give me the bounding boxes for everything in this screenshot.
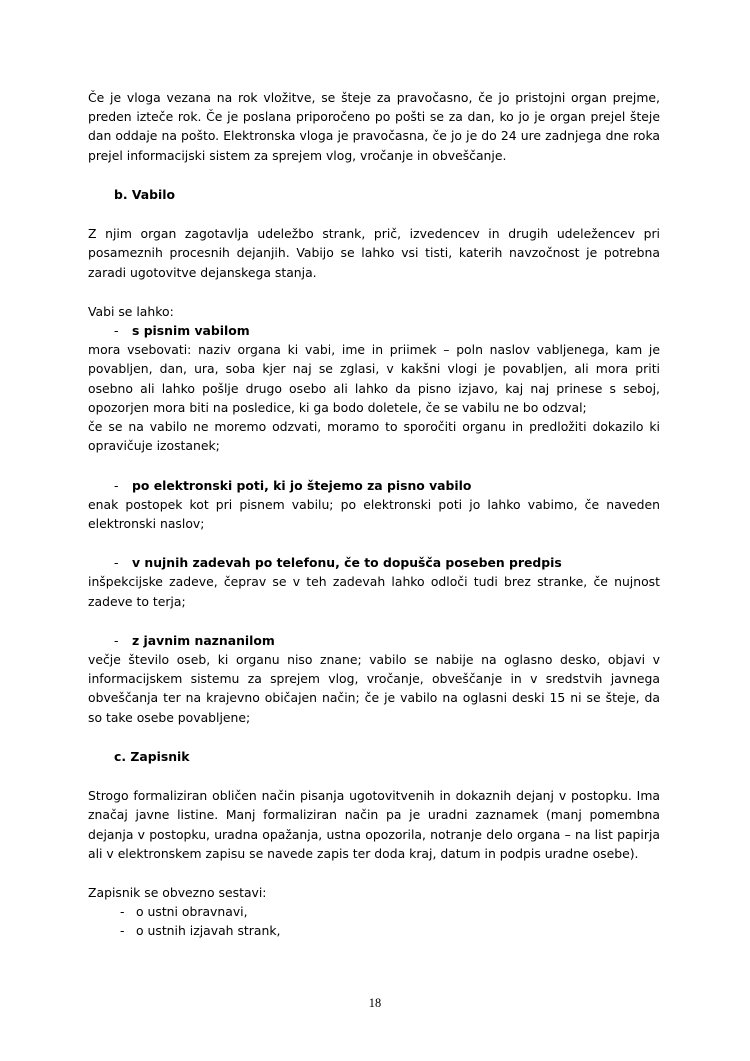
list-item-javno-naznanilo-body: večje število oseb, ki organu niso znane; vabilo se nabije na oglasno desko, objavi v informacijskem sistemu za sprejem vlog, vročanje, obveščanje in v sredstvih javnega obveščanja ter na krajevno običajen način; če je vabilo na oglasni deski 15 ni se šteje, da so take osebe povabljene;	[88, 652, 660, 725]
spacer	[88, 863, 660, 883]
spacer	[88, 611, 660, 631]
list-item-label: z javnim naznanilom	[132, 632, 275, 648]
section-heading-zapisnik: c. Zapisnik	[114, 748, 190, 764]
spacer	[88, 282, 660, 302]
list-item-label: s pisnim vabilom	[132, 322, 250, 338]
list-item-pisno-vabilo-body2: če se na vabilo ne moremo odzvati, moramo to sporočiti organu in predložiti dokazilo ki opravičuje izostanek;	[88, 419, 660, 454]
list-item-label: v nujnih zadevah po telefonu, če to dopušča poseben predpis	[132, 555, 562, 571]
dash-marker: -	[114, 322, 119, 338]
list-item-pisno-vabilo-body: mora vsebovati: naziv organa ki vabi, ime in priimek – poln naslov vabljenega, kam je povabljen, dan, ura, soba kjer naj se zglasi, v kakšni vlogi je povabljen, ali mora priti osebno ali lahko pošlje drugo osebo ali lahko da pisno izjavo, kaj naj prinese s seboj, opozorjen mora biti na posledice, ki ga bodo doletele, če se vabilu ne bo odzval;	[88, 342, 660, 415]
vabi-se-lahko-line: Vabi se lahko:	[88, 303, 174, 319]
zapisnik-intro-line: Zapisnik se obvezno sestavi:	[88, 885, 267, 900]
list-item-telefon-body: inšpekcijske zadeve, čeprav se v teh zadevah lahko odloči tudi brez stranke, če nujnost zadeve to terja;	[88, 574, 660, 609]
spacer	[88, 766, 660, 786]
spacer	[88, 727, 660, 747]
list-item-ustne-izjave	[88, 921, 660, 940]
list-item-elektronska-pot	[88, 476, 660, 495]
list-item-pisno-vabilo	[88, 321, 660, 340]
dash-marker: -	[114, 477, 119, 493]
list-item-label: o ustni obravnavi,	[136, 904, 248, 920]
section-heading-vabilo: b. Vabilo	[114, 186, 176, 202]
list-item-telefon	[88, 553, 660, 572]
zapisnik-paragraph: Strogo formaliziran obličen način pisanja ugotovitvenih in dokaznih dejanj v postopku. Ima značaj javne listine. Manj formaliziran način pa je uradni zaznamek (manj pomembna dejanja v postopku, uradna opažanja, ustna opozorila, notranje delo organa – na list papirja ali v elektronskem zapisu se navede zapis ter doda kraj, datum in podpis uradne osebe).	[88, 788, 660, 861]
list-item-ustna-obravnava	[88, 902, 660, 921]
list-item-label: o ustnih izjavah strank,	[136, 923, 281, 939]
spacer	[88, 204, 660, 224]
list-item-elektronska-pot-body: enak postopek kot pri pisnem vabilu; po elektronski poti jo lahko vabimo, če naveden elektronski naslov;	[88, 496, 660, 531]
page-number: 18	[368, 996, 382, 1010]
spacer	[88, 165, 660, 185]
spacer	[88, 533, 660, 553]
dash-marker: -	[120, 904, 125, 920]
dash-marker: -	[120, 923, 125, 939]
dash-marker: -	[114, 632, 119, 648]
vabilo-intro-paragraph: Z njim organ zagotavlja udeležbo strank, prič, izvedencev in drugih udeležencev pri posameznih procesnih dejanjih. Vabijo se lahko vsi tisti, katerih navzočnost je potrebna zaradi ugotovitve dejanskega stanja.	[88, 226, 660, 280]
list-item-label: po elektronski poti, ki jo štejemo za pisno vabilo	[132, 477, 472, 493]
list-item-javno-naznanilo	[88, 631, 660, 650]
dash-marker: -	[114, 555, 119, 571]
intro-paragraph: Če je vloga vezana na rok vložitve, se šteje za pravočasno, če jo pristojni organ prejme, preden izteče rok. Če je poslana priporočeno po pošti se za dan, ko jo je organ prejel šteje dan oddaje na pošto. Elektronska vloga je pravočasna, če jo je do 24 ure zadnjega dne roka prejel informacijski sistem za sprejem vlog, vročanje in obveščanje.	[88, 90, 660, 163]
spacer	[88, 456, 660, 476]
